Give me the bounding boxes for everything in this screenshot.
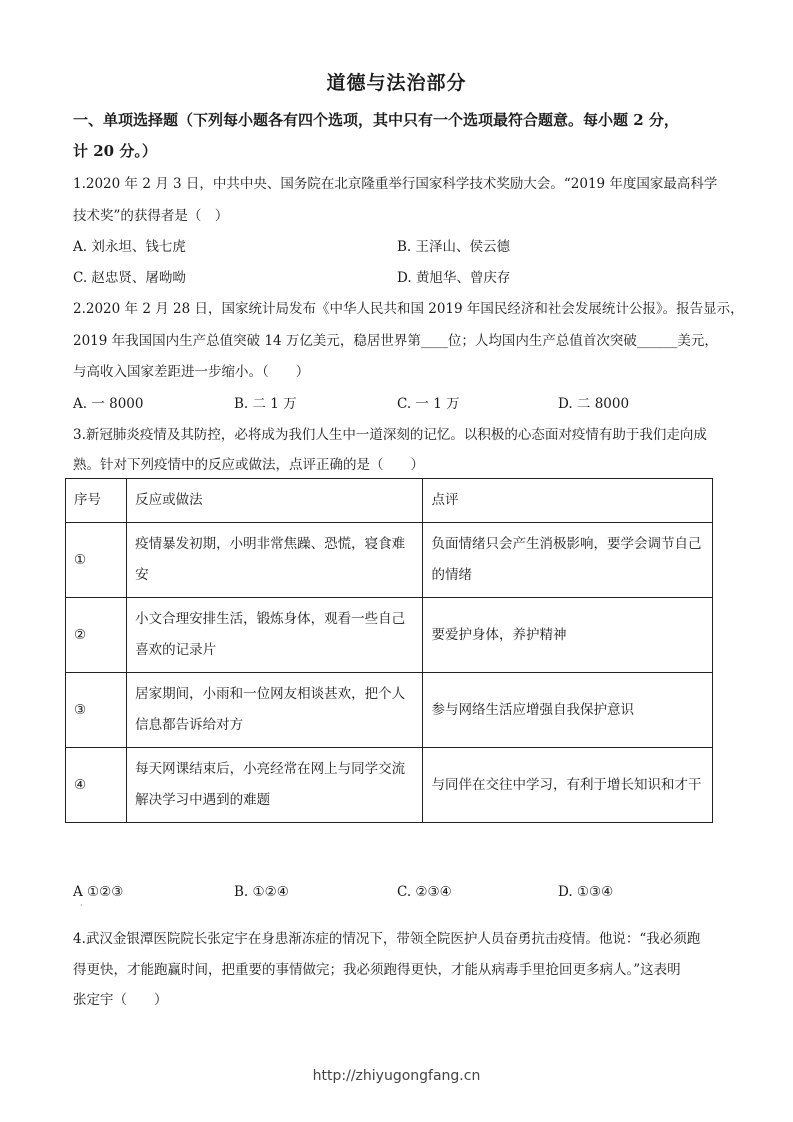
table-cell: 小文合理安排生活，锻炼身体，观看一些自己喜欢的记录片 xyxy=(127,598,423,673)
page-title: 道德与法治部分 xyxy=(326,72,467,94)
q2-option-c: C. 一 1 万 xyxy=(397,396,460,412)
table-cell: ② xyxy=(66,598,127,673)
q3-table xyxy=(65,478,713,823)
q1-option-a: A. 刘永坦、钱七虎 xyxy=(73,239,186,255)
table-row xyxy=(66,523,713,598)
q1-option-c: C. 赵忠贤、屠呦呦 xyxy=(73,270,186,286)
table-header-row xyxy=(66,479,713,523)
q2-option-a: A. 一 8000 xyxy=(73,396,144,412)
table-row xyxy=(66,673,713,748)
table-cell: 参与网络生活应增强自我保护意识 xyxy=(423,673,713,748)
table-cell: 居家期间，小雨和一位网友相谈甚欢，把个人信息都告诉给对方 xyxy=(127,673,423,748)
q4-stem-line3: 张定宇（ ） xyxy=(73,992,168,1008)
q3-option-d: D. ①③④ xyxy=(558,884,614,900)
q2-stem-line1: 2.2020 年 2 月 28 日，国家统计局发布《中华人民共和国 2019 年国民经济和社会发展统计公报》。报告显示， xyxy=(73,301,744,317)
section-heading-line1: 一、单项选择题（下列每小题各有四个选项，其中只有一个选项最符合题意。每小题 2 分， xyxy=(73,111,679,129)
table-row xyxy=(66,748,713,823)
q2-stem-line3: 与高收入国家差距进一步缩小。（ ） xyxy=(73,364,310,380)
q3-stem-line1: 3.新冠肺炎疫情及其防控，必将成为我们人生中一道深刻的记忆。以积极的心态面对疫情有助于我们走向成 xyxy=(73,427,707,443)
q1-option-d: D. 黄旭华、曾庆存 xyxy=(397,270,511,286)
table-cell: ① xyxy=(66,523,127,598)
table-cell: 每天网课结束后，小亮经常在网上与同学交流解决学习中遇到的难题 xyxy=(127,748,423,823)
section-heading-line2: 计 20 分。） xyxy=(73,142,157,160)
table-header-cell: 序号 xyxy=(66,479,127,523)
table-row xyxy=(66,598,713,673)
table-cell: ③ xyxy=(66,673,127,748)
q3-option-c: C. ②③④ xyxy=(397,884,452,900)
table-header-cell: 点评 xyxy=(423,479,713,523)
stray-mark: · xyxy=(80,901,83,910)
q4-stem-line1: 4.武汉金银潭医院院长张定宇在身患渐冻症的情况下，带领全院医护人员奋勇抗击疫情。他说：“我必须跑 xyxy=(73,931,701,947)
table-header-cell: 反应或做法 xyxy=(127,479,423,523)
table-cell: ④ xyxy=(66,748,127,823)
footer-url[interactable]: http://zhiyugongfang.cn xyxy=(312,1068,481,1084)
table-cell: 疫情暴发初期，小明非常焦躁、恐慌，寝食难安 xyxy=(127,523,423,598)
q4-stem-line2: 得更快，才能跑赢时间，把重要的事情做完；我必须跑得更快，才能从病毒手里抢回更多病人。”这表明 xyxy=(73,962,681,978)
q2-stem-line2: 2019 年我国国内生产总值突破 14 万亿美元，稳居世界第____位；人均国内生产总值首次突破______美元， xyxy=(73,333,718,349)
q2-option-b: B. 二 1 万 xyxy=(234,396,297,412)
q2-option-d: D. 二 8000 xyxy=(558,396,630,412)
q3-stem-line2: 熟。针对下列疫情中的反应或做法，点评正确的是（ ） xyxy=(73,457,424,473)
q1-stem-line1: 1.2020 年 2 月 3 日，中共中央、国务院在北京隆重举行国家科学技术奖励大会。“2019 年度国家最高科学 xyxy=(73,176,718,192)
q3-option-a: A ①②③ xyxy=(73,884,124,900)
q1-option-b: B. 王泽山、侯云德 xyxy=(397,239,511,255)
q3-option-b: B. ①②④ xyxy=(234,884,289,900)
table-cell: 要爱护身体，养护精神 xyxy=(423,598,713,673)
table-cell: 与同伴在交往中学习，有利于增长知识和才干 xyxy=(423,748,713,823)
q1-stem-line2: 技术奖”的获得者是（ ） xyxy=(73,208,229,224)
table-cell: 负面情绪只会产生消极影响，要学会调节自己的情绪 xyxy=(423,523,713,598)
